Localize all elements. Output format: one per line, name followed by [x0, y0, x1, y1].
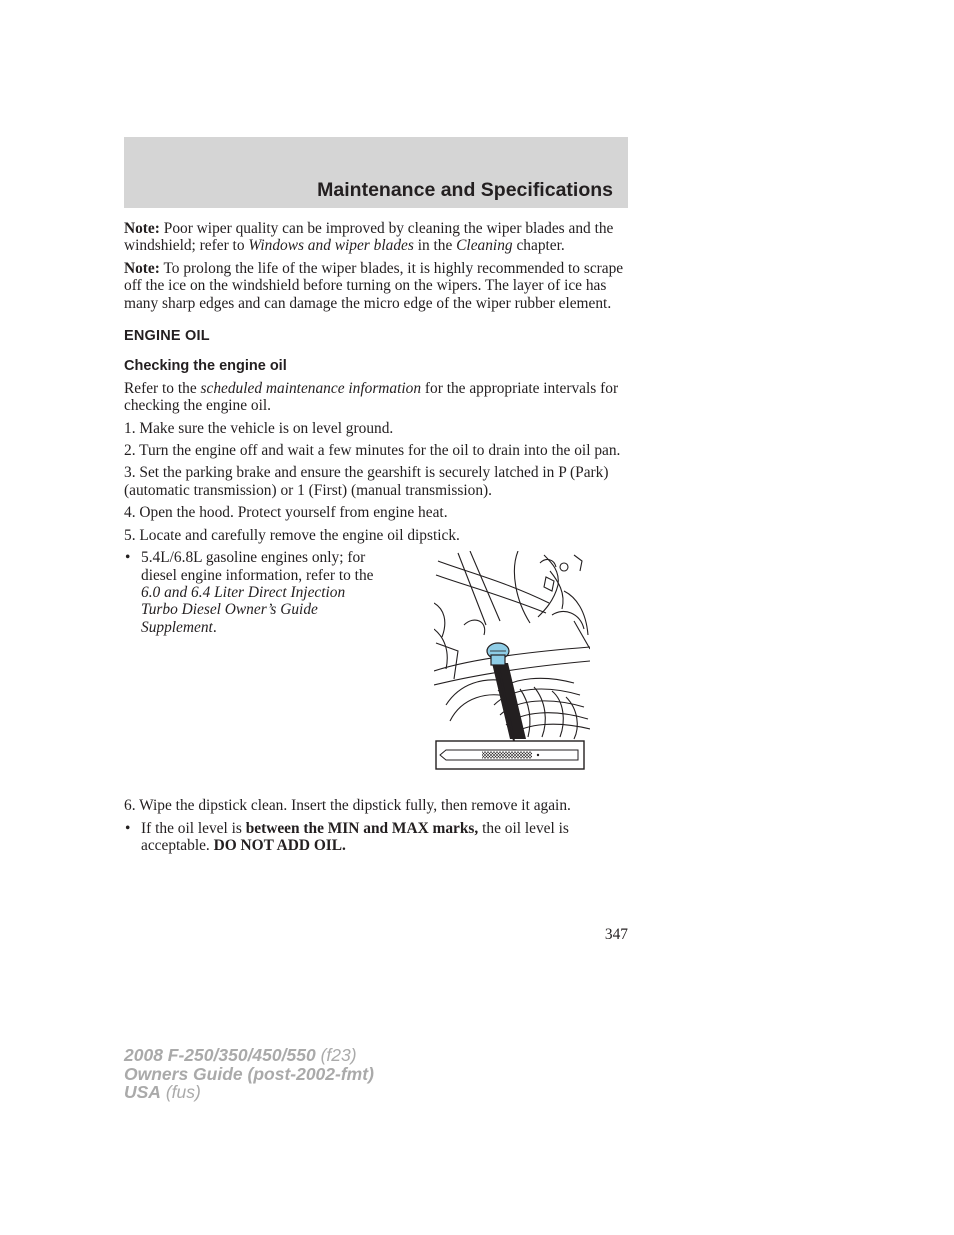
- footer-line-model: 2008 F-250/350/450/550 (f23): [124, 1045, 357, 1065]
- page-content: [124, 220, 630, 854]
- chapter-header: [124, 137, 628, 208]
- step-3: 3. Set the parking brake and ensure the gearshift is securely latched in P (Park) (automatic transmission) or 1 (First) (manual transmission).: [124, 464, 609, 499]
- figure-row: [124, 549, 630, 797]
- chapter-title: Maintenance and Specifications: [317, 179, 613, 201]
- footer-line-guide: Owners Guide (post-2002-fmt): [124, 1063, 374, 1084]
- step-2: 2. Turn the engine off and wait a few minutes for the oil to drain into the oil pan.: [124, 442, 621, 460]
- bullet-oil-level: • If the oil level is between the MIN and MAX marks, the oil level is acceptable. DO NOT ADD OIL.: [125, 819, 569, 854]
- bullet-gasoline-engines: • 5.4L/6.8L gasoline engines only; for diesel engine information, refer to the 6.0 and 6.4 Liter Direct Injection Turbo Diesel Owner’s Guide Supplement.: [125, 549, 374, 636]
- subsection-title: Checking the engine oil: [124, 358, 287, 375]
- document-footer: [124, 1046, 374, 1102]
- footer-line-region: USA (fus): [124, 1082, 201, 1102]
- page-number: 347: [604, 926, 628, 943]
- intro-paragraph: Refer to the scheduled maintenance information for the appropriate intervals for checking the engine oil.: [124, 379, 619, 415]
- step-5: 5. Locate and carefully remove the engine oil dipstick.: [124, 526, 460, 544]
- engine-dipstick-illustration: [434, 551, 590, 773]
- note-wiper-quality: Note: Poor wiper quality can be improved by cleaning the wiper blades and the windshield; refer to Windows and wiper blades in the Cleaning chapter.: [124, 220, 614, 255]
- step-6: 6. Wipe the dipstick clean. Insert the dipstick fully, then remove it again.: [124, 797, 571, 815]
- step-1: 1. Make sure the vehicle is on level ground.: [124, 419, 394, 437]
- section-title: ENGINE OIL: [124, 328, 210, 345]
- step-4: 4. Open the hood. Protect yourself from engine heat.: [124, 504, 448, 522]
- note-wiper-life: Note: To prolong the life of the wiper blades, it is highly recommended to scrape off the ice on the windshield before turning on the wipers. The layer of ice has many sharp edges and can damage the micro edge of the wiper rubber element.: [124, 259, 624, 312]
